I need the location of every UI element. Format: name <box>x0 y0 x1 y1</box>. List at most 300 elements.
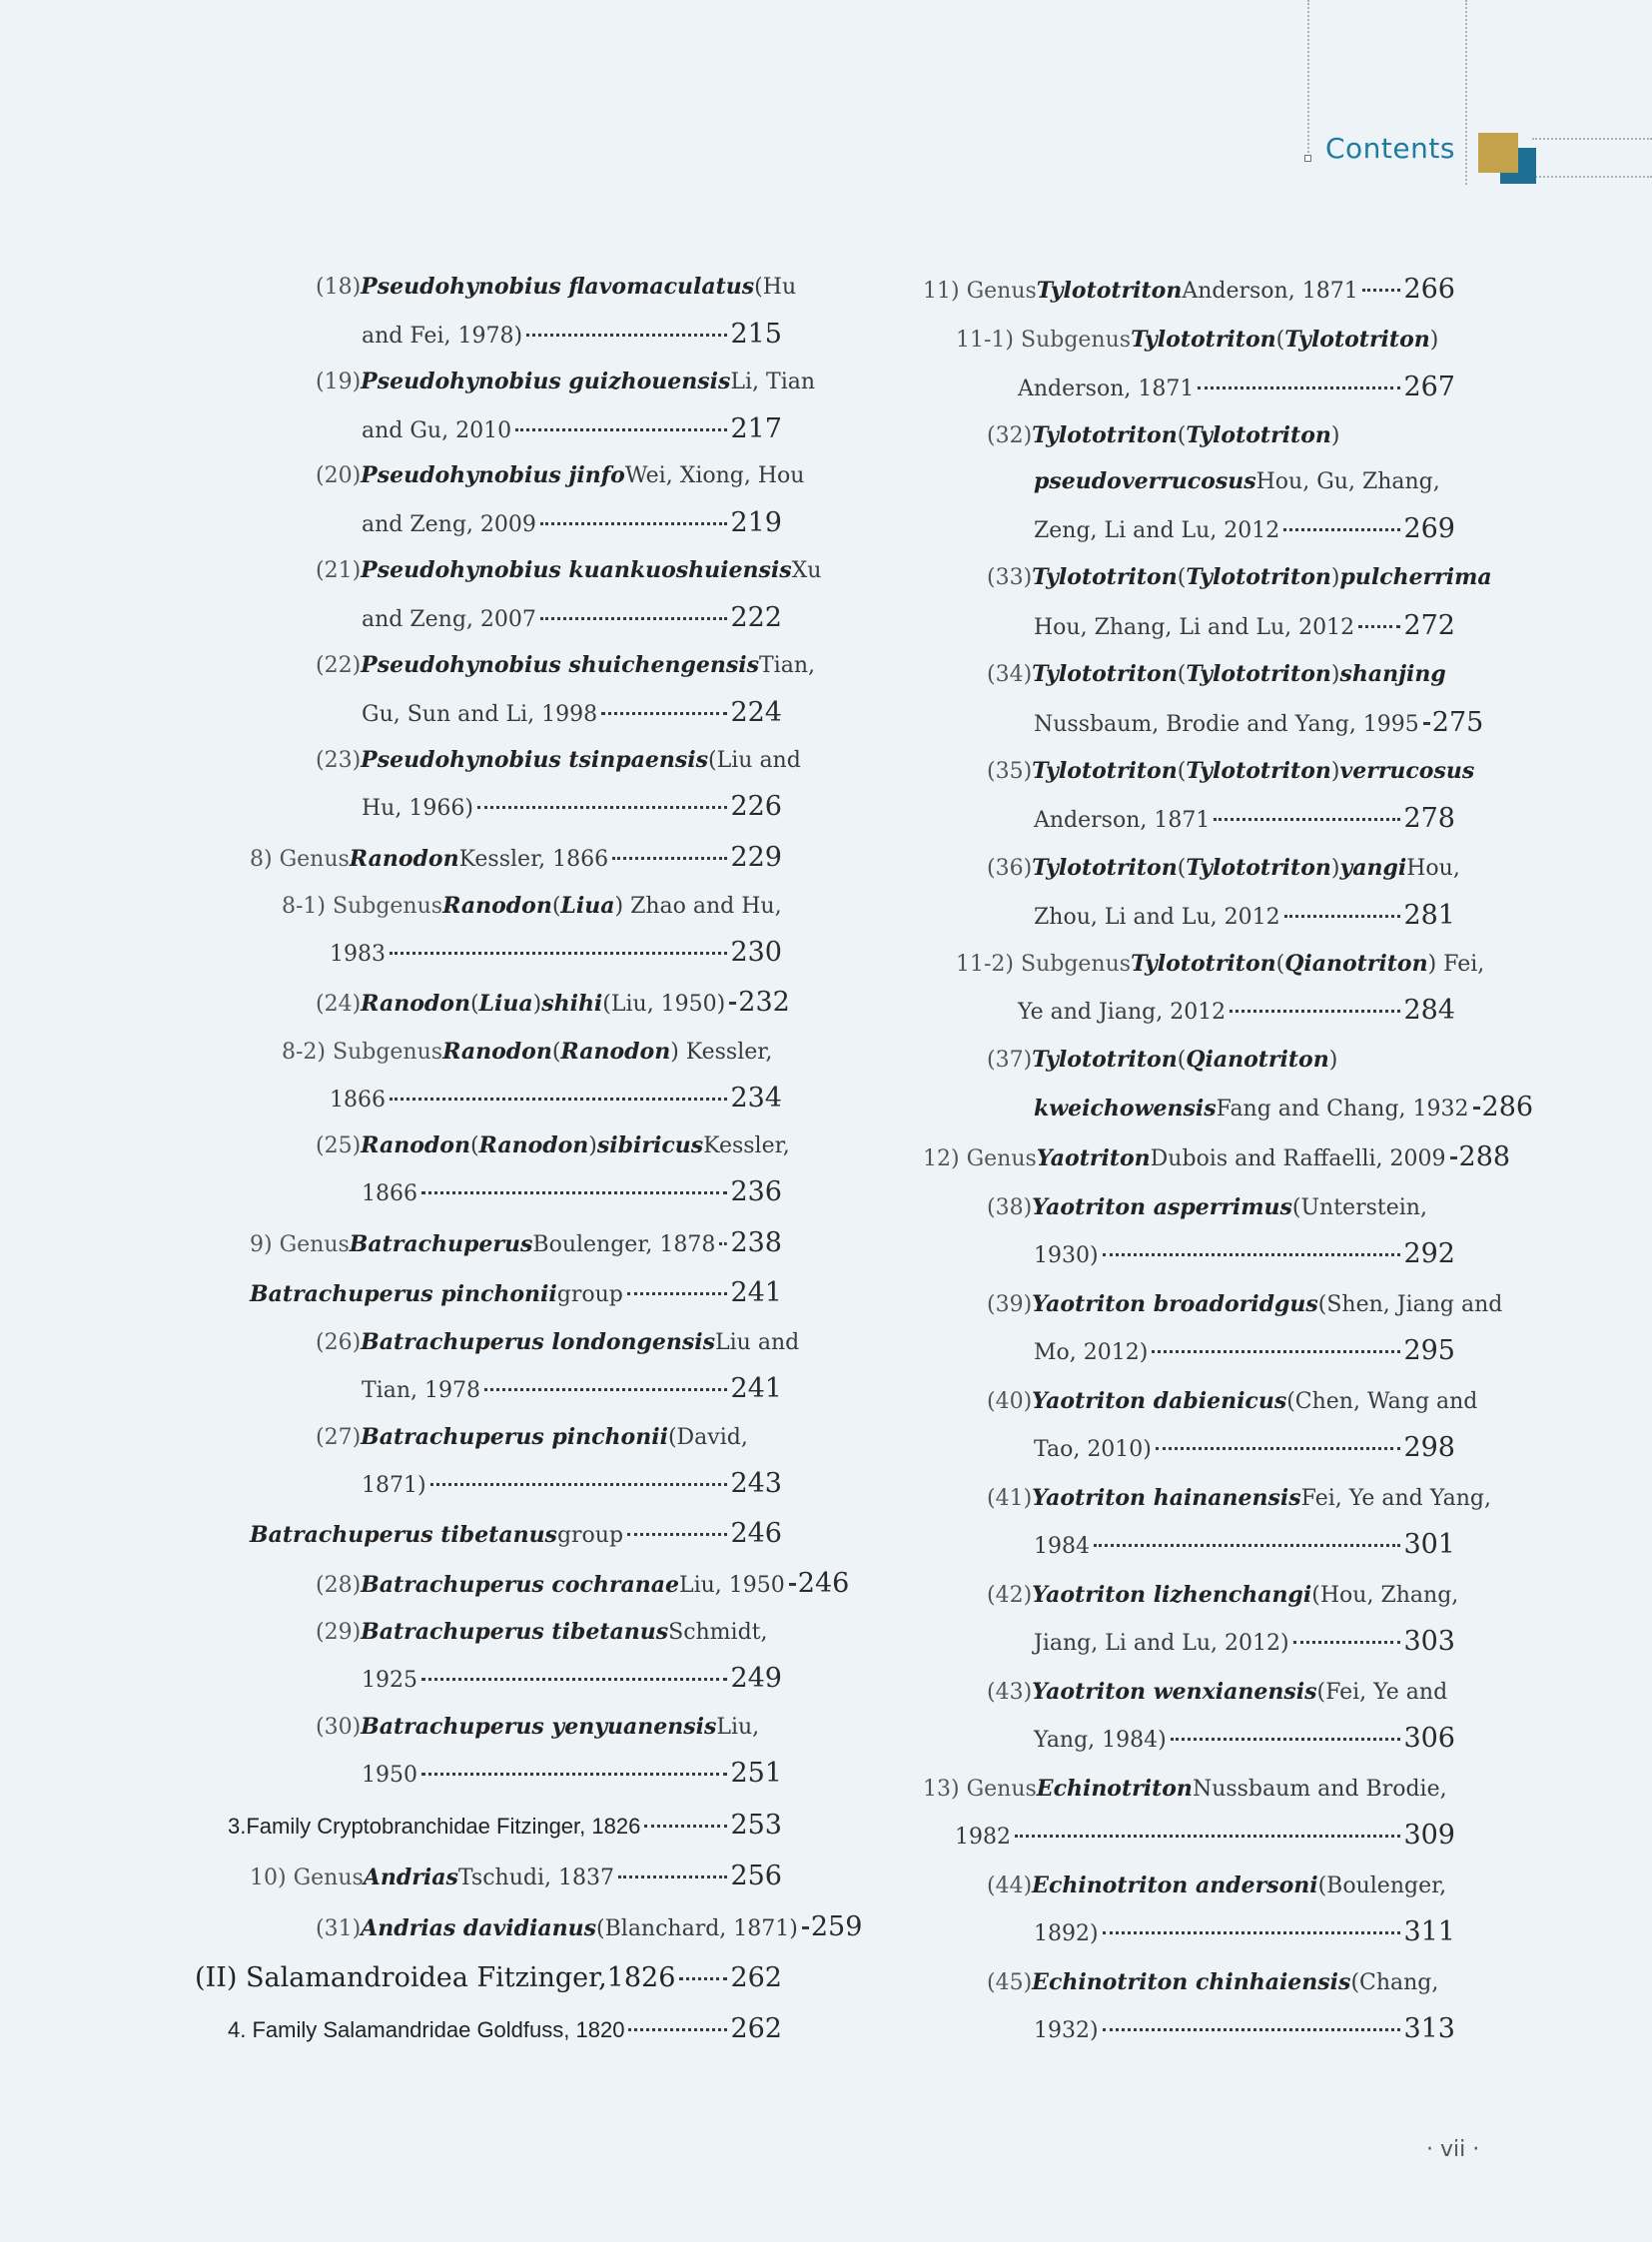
entry-text: ( <box>1177 856 1187 881</box>
page-number: 288 <box>1458 1141 1511 1172</box>
header-dot-marker <box>1304 155 1311 162</box>
toc-entry-line[interactable] <box>1034 505 1455 554</box>
entry-text: (David, <box>667 1425 748 1450</box>
toc-entry[interactable] <box>316 1609 782 1656</box>
entry-text: Anderson, 1871 <box>1018 376 1195 401</box>
entry-number: (24) <box>316 992 362 1017</box>
entry-number: 8) Genus <box>250 847 350 872</box>
dot-leader <box>515 428 727 431</box>
entry-group: Batrachuperus tibetanus <box>250 1522 557 1548</box>
entry-text: and Gu, 2010 <box>362 418 512 443</box>
toc-entry[interactable] <box>316 264 797 311</box>
entry-species: Yaotriton broadoridgus <box>1032 1291 1318 1317</box>
entry-text: 1982 <box>955 1825 1011 1850</box>
entry-species: pulcherrima <box>1339 564 1492 590</box>
entry-text: Nussbaum, Brodie and Yang, 1995 <box>1034 712 1419 737</box>
entry-species: Batrachuperus pinchonii <box>361 1424 668 1450</box>
page-number: 241 <box>730 1373 782 1404</box>
entry-text: Tao, 2010) <box>1034 1437 1152 1462</box>
toc-entry[interactable] <box>316 547 822 594</box>
entry-number: (34) <box>987 662 1033 687</box>
page-number: 215 <box>730 319 782 350</box>
dot-leader <box>612 857 727 860</box>
entry-number: 12) Genus <box>923 1146 1037 1171</box>
toc-entry-line[interactable] <box>362 1460 782 1509</box>
entry-text: ( <box>1177 423 1187 448</box>
entry-species: Batrachuperus londongensis <box>361 1329 716 1355</box>
toc-entry[interactable] <box>316 642 815 689</box>
entry-text: ) <box>588 1133 597 1158</box>
toc-entry[interactable] <box>923 1766 1455 1813</box>
dot-leader <box>1171 1738 1401 1741</box>
toc-entry-line[interactable] <box>1034 1521 1455 1570</box>
entry-number: (43) <box>987 1680 1033 1705</box>
entry-text: ) <box>1429 328 1439 353</box>
dot-leader <box>802 1926 808 1929</box>
toc-entry[interactable] <box>316 452 805 499</box>
dot-leader <box>1473 1107 1479 1110</box>
entry-species: shanjing <box>1339 661 1446 687</box>
page-number: 241 <box>730 1277 782 1308</box>
entry-subgenus: Ranodon <box>478 1132 589 1158</box>
entry-genus: Tylototriton <box>1032 1047 1178 1073</box>
page-number: 243 <box>730 1468 782 1499</box>
toc-entry-line[interactable] <box>1034 1424 1455 1473</box>
toc-entry[interactable] <box>987 1037 1455 1084</box>
entry-text: ) <box>1330 759 1340 784</box>
toc-entry[interactable] <box>987 412 1455 459</box>
toc-entry-line[interactable] <box>362 594 782 643</box>
entry-number: 8-1) Subgenus <box>282 894 443 919</box>
entry-text: (Chen, Wang and <box>1286 1389 1478 1414</box>
page-number: 266 <box>1403 274 1455 305</box>
entry-text: Ye and Jiang, 2012 <box>1018 1000 1227 1025</box>
toc-entry-line[interactable] <box>362 689 782 738</box>
toc-entry-line[interactable] <box>1034 1327 1455 1376</box>
toc-entry-line[interactable] <box>955 1812 1455 1861</box>
entry-text: Wei, Xiong, Hou <box>624 463 805 488</box>
entry-text: Zeng, Li and Lu, 2012 <box>1034 518 1280 543</box>
toc-entry-line[interactable] <box>1018 987 1455 1036</box>
entry-genus: Ranodon <box>361 991 470 1017</box>
entry-number: (22) <box>316 653 362 678</box>
dot-leader <box>421 1191 727 1194</box>
toc-entry[interactable] <box>923 266 1455 315</box>
entry-text: ( <box>469 1133 479 1158</box>
toc-entry[interactable] <box>923 1133 1511 1182</box>
entry-subgenus: Qianotriton <box>1186 1047 1329 1073</box>
entry-text: ( <box>551 1040 561 1065</box>
entry-text: Hou, <box>1406 856 1460 881</box>
toc-entry-line[interactable] <box>1034 1715 1455 1764</box>
page-title: Contents <box>1325 132 1455 165</box>
entry-species: Yaotriton hainanensis <box>1032 1485 1301 1511</box>
toc-entry[interactable] <box>956 941 1485 988</box>
entry-genus: Tylototriton <box>1032 564 1178 590</box>
entry-text: and Zeng, 2007 <box>362 607 536 632</box>
page-number: 262 <box>730 1962 782 1993</box>
entry-text: (Boulenger, <box>1317 1873 1447 1898</box>
entry-species: Pseudohynobius shuichengensis <box>361 652 759 678</box>
entry-text: Dubois and Raffaelli, 2009 <box>1150 1146 1446 1171</box>
toc-entry-line[interactable] <box>1034 1084 1534 1132</box>
toc-entry-line[interactable] <box>330 929 782 978</box>
entry-text: ( <box>1177 662 1187 687</box>
toc-entry[interactable] <box>987 1669 1455 1716</box>
toc-entry[interactable] <box>987 748 1475 795</box>
entry-number: (37) <box>987 1048 1033 1073</box>
dot-leader <box>1450 1156 1456 1159</box>
entry-text: ( <box>1177 565 1187 590</box>
toc-entry[interactable] <box>987 1863 1455 1909</box>
toc-entry-line[interactable] <box>362 1750 782 1799</box>
page-number: 262 <box>730 2013 782 2044</box>
page-number: 251 <box>730 1758 782 1789</box>
page-number: 246 <box>797 1568 850 1599</box>
entry-species: Batrachuperus cochranae <box>361 1572 679 1598</box>
toc-entry[interactable] <box>282 883 782 930</box>
entry-number: (23) <box>316 748 362 773</box>
page-number: 281 <box>1403 900 1455 931</box>
entry-genus: Yaotriton <box>1036 1145 1151 1171</box>
toc-entry[interactable] <box>316 979 790 1028</box>
page-number: 222 <box>730 602 782 633</box>
entry-number: (30) <box>316 1715 362 1740</box>
entry-subgenus: Tylototriton <box>1284 327 1430 353</box>
entry-text: Mo, 2012) <box>1034 1340 1149 1365</box>
toc-entry[interactable] <box>987 651 1455 698</box>
page-number: 292 <box>1403 1238 1455 1269</box>
entry-text: Hou, Zhang, Li and Lu, 2012 <box>1034 615 1355 640</box>
entry-number: (35) <box>987 759 1033 784</box>
entry-number: 10) Genus <box>250 1866 364 1890</box>
header-rule-horizontal <box>1532 176 1652 178</box>
entry-number: (38) <box>987 1195 1033 1220</box>
entry-number: (45) <box>987 1970 1033 1995</box>
entry-text: 1871) <box>362 1473 426 1498</box>
dot-leader <box>1103 1931 1401 1934</box>
toc-entry[interactable] <box>316 1560 850 1609</box>
page-number: 253 <box>730 1810 782 1841</box>
dot-leader <box>679 1977 727 1980</box>
toc-entry[interactable] <box>250 1219 782 1268</box>
header-rule-vertical <box>1307 0 1309 160</box>
toc-entry-suborder[interactable] <box>195 1954 782 2001</box>
toc-entry-line[interactable] <box>362 783 782 832</box>
entry-text: ( <box>1177 1048 1187 1073</box>
dot-leader <box>789 1583 795 1586</box>
entry-text: 1984 <box>1034 1534 1090 1559</box>
dot-leader <box>540 522 728 525</box>
entry-text: (Shen, Jiang and <box>1317 1292 1503 1317</box>
entry-text: Jiang, Li and Lu, 2012) <box>1034 1631 1289 1656</box>
page-number: 306 <box>1403 1723 1455 1754</box>
entry-text: ) <box>1330 856 1340 881</box>
entry-genus: Tylototriton <box>1032 661 1178 687</box>
dot-leader <box>644 1825 727 1828</box>
entry-number: 9) Genus <box>250 1232 350 1257</box>
entry-text: Fei, Ye and Yang, <box>1300 1486 1491 1511</box>
toc-entry[interactable] <box>250 834 782 883</box>
entry-text: Liu, <box>716 1715 760 1740</box>
toc-entry-line[interactable] <box>1034 699 1484 748</box>
toc-entry-line[interactable] <box>1034 602 1455 651</box>
dot-leader <box>1362 289 1401 292</box>
entry-group: Batrachuperus pinchonii <box>250 1281 557 1307</box>
entry-genus: Ranodon <box>442 893 552 919</box>
dot-leader <box>1103 2028 1401 2031</box>
entry-family-title: 3.Family Cryptobranchidae Fitzinger, 1826 <box>228 1814 641 1839</box>
page-number: 269 <box>1403 513 1455 544</box>
toc-entry[interactable] <box>987 845 1460 892</box>
toc-entry-line[interactable] <box>362 311 782 360</box>
entry-text: (Blanchard, 1871) <box>596 1916 798 1941</box>
toc-entry-family[interactable] <box>228 1802 782 1850</box>
page-number: 217 <box>730 413 782 444</box>
entry-text: Kessler, 1866 <box>458 847 609 872</box>
toc-entry[interactable] <box>987 1281 1503 1328</box>
page-number: 234 <box>730 1083 782 1114</box>
entry-species: Yaotriton dabienicus <box>1032 1388 1287 1414</box>
page-number: 278 <box>1403 803 1455 834</box>
entry-subgenus: Qianotriton <box>1284 951 1428 977</box>
entry-species: Echinotriton chinhaiensis <box>1032 1969 1351 1995</box>
entry-text: Anderson, 1871 <box>1182 279 1358 304</box>
toc-entry-line[interactable] <box>1018 364 1455 412</box>
entry-species: Yaotriton lizhenchangi <box>1032 1582 1312 1608</box>
entry-number: (19) <box>316 370 362 394</box>
entry-text: (Liu and <box>708 748 801 773</box>
entry-text: ) <box>1330 423 1340 448</box>
dot-leader <box>627 1292 728 1295</box>
toc-entry-family[interactable] <box>228 2005 782 2053</box>
entry-species: Yaotriton asperrimus <box>1032 1194 1292 1220</box>
toc-entry-line[interactable] <box>1034 458 1455 505</box>
page-number: 238 <box>730 1227 782 1258</box>
page-number: 226 <box>730 791 782 822</box>
toc-entry-line[interactable] <box>1034 795 1455 844</box>
toc-entry[interactable] <box>250 1269 782 1318</box>
dot-leader <box>1094 1544 1400 1547</box>
entry-genus: Andrias <box>363 1865 458 1890</box>
page-number: 275 <box>1431 707 1484 738</box>
toc-entry-line[interactable] <box>362 1365 782 1414</box>
entry-species: Batrachuperus tibetanus <box>361 1619 669 1645</box>
entry-number: 8-2) Subgenus <box>282 1040 443 1065</box>
dot-leader <box>618 1875 727 1878</box>
entry-text: ) Kessler, <box>670 1040 773 1065</box>
dot-leader <box>1358 625 1400 628</box>
entry-text: ) Fei, <box>1427 952 1485 977</box>
toc-entry[interactable] <box>956 317 1455 364</box>
page-number: 232 <box>738 987 790 1018</box>
page-number: 229 <box>730 842 782 873</box>
entry-species: Pseudohynobius guizhouensis <box>361 369 731 394</box>
entry-text: ( <box>1177 759 1187 784</box>
entry-number: (25) <box>316 1133 362 1158</box>
entry-text: 1983 <box>330 942 386 967</box>
entry-genus: Ranodon <box>361 1132 470 1158</box>
dot-leader <box>1284 915 1401 918</box>
dot-leader <box>628 2028 727 2031</box>
entry-suborder-title: (II) Salamandroidea Fitzinger,1826 <box>195 1962 676 1993</box>
toc-entry-line[interactable] <box>330 1075 782 1123</box>
dot-leader <box>1198 386 1400 389</box>
page-number: 219 <box>730 507 782 538</box>
entry-number: (28) <box>316 1573 362 1598</box>
toc-entry[interactable] <box>250 1510 782 1559</box>
entry-subgenus: Tylototriton <box>1186 855 1331 881</box>
page-number: 272 <box>1403 610 1455 641</box>
entry-number: (20) <box>316 463 362 488</box>
toc-entry-line[interactable] <box>362 1655 782 1704</box>
entry-genus: Echinotriton <box>1036 1776 1193 1802</box>
toc-entry-line[interactable] <box>362 499 782 548</box>
page-number: 286 <box>1481 1092 1534 1122</box>
entry-text: 1930) <box>1034 1243 1099 1268</box>
entry-text: Anderson, 1871 <box>1034 808 1211 833</box>
entry-species: yangi <box>1339 855 1407 881</box>
page-number: 249 <box>730 1663 782 1694</box>
page-number: 309 <box>1403 1820 1455 1851</box>
page-number: 295 <box>1403 1335 1455 1366</box>
entry-number: (42) <box>987 1583 1033 1608</box>
entry-species: Andrias davidianus <box>361 1915 597 1941</box>
entry-text: 1866 <box>362 1181 417 1206</box>
entry-text: ) <box>1330 565 1340 590</box>
page-number: 246 <box>730 1518 782 1549</box>
entry-subgenus: Tylototriton <box>1186 661 1331 687</box>
entry-genus: Tylototriton <box>1131 951 1276 977</box>
toc-entry-line[interactable] <box>1034 2005 1455 2054</box>
toc-entry-line[interactable] <box>362 405 782 454</box>
entry-text: Tian, 1978 <box>362 1378 480 1403</box>
entry-subgenus: Tylototriton <box>1186 758 1331 784</box>
entry-text: Kessler, <box>703 1133 790 1158</box>
entry-number: (31) <box>316 1916 362 1941</box>
entry-text: (Liu, 1950) <box>602 992 726 1017</box>
entry-species: kweichowensis <box>1034 1096 1217 1121</box>
entry-genus: Tylototriton <box>1036 278 1183 304</box>
entry-text: Liu, 1950 <box>678 1573 785 1598</box>
dot-leader <box>719 1242 727 1245</box>
entry-species: pseudoverrucosus <box>1034 468 1256 494</box>
toc-entry[interactable] <box>987 1184 1455 1231</box>
entry-family-title: 4. Family Salamandridae Goldfuss, 1820 <box>228 2017 625 2042</box>
toc-entry[interactable] <box>987 1572 1459 1619</box>
entry-number: (21) <box>316 558 362 583</box>
page-number: 224 <box>730 697 782 728</box>
entry-text: Gu, Sun and Li, 1998 <box>362 702 598 727</box>
dot-leader <box>601 712 727 715</box>
entry-species: Batrachuperus yenyuanensis <box>361 1714 717 1740</box>
toc-entry[interactable] <box>316 1704 782 1751</box>
page-number: 313 <box>1403 2013 1455 2044</box>
entry-text: Schmidt, <box>668 1620 768 1645</box>
entry-species: sibiricus <box>596 1132 704 1158</box>
toc-entry[interactable] <box>282 1029 782 1076</box>
toc-entry-line[interactable] <box>1034 1618 1455 1667</box>
entry-text: Hou, Gu, Zhang, <box>1255 469 1440 494</box>
entry-number: (33) <box>987 565 1033 590</box>
entry-text: Yang, 1984) <box>1034 1728 1167 1753</box>
entry-species: Pseudohynobius flavomaculatus <box>361 274 755 300</box>
toc-entry[interactable] <box>316 1903 863 1952</box>
entry-text: Xu <box>791 558 822 583</box>
toc-entry[interactable] <box>316 1414 782 1461</box>
decor-square-gold <box>1478 133 1518 173</box>
entry-text: Liu and <box>715 1330 800 1355</box>
dot-leader <box>390 952 727 955</box>
toc-entry[interactable] <box>316 359 816 405</box>
toc-entry[interactable] <box>987 554 1492 601</box>
entry-species: Pseudohynobius jinfo <box>361 462 625 488</box>
page-number: 259 <box>810 1911 863 1942</box>
toc-entry[interactable] <box>987 1475 1491 1522</box>
toc-entry-line[interactable] <box>1034 1230 1455 1279</box>
dot-leader <box>1152 1350 1400 1353</box>
toc-entry[interactable] <box>316 1319 800 1366</box>
dot-leader <box>1156 1447 1401 1450</box>
entry-number: (39) <box>987 1292 1033 1317</box>
page-number: 236 <box>730 1176 782 1207</box>
entry-text: Zhou, Li and Lu, 2012 <box>1034 905 1280 930</box>
toc-entry[interactable] <box>316 1122 790 1169</box>
dot-leader <box>540 617 728 620</box>
page-number: 298 <box>1403 1432 1455 1463</box>
entry-text: and Zeng, 2009 <box>362 512 536 537</box>
entry-text: Nussbaum and Brodie, <box>1192 1777 1447 1802</box>
page-number: 311 <box>1403 1916 1455 1947</box>
toc-entry-line[interactable] <box>1034 1908 1455 1957</box>
toc-entry[interactable] <box>987 1959 1455 2006</box>
entry-text: ( <box>1275 952 1285 977</box>
toc-entry-line[interactable] <box>1034 892 1455 941</box>
dot-leader <box>484 1388 727 1391</box>
entry-genus: Tylototriton <box>1131 327 1276 353</box>
dot-leader <box>1015 1835 1400 1838</box>
entry-text: Tschudi, 1837 <box>457 1866 614 1890</box>
entry-genus: Ranodon <box>442 1039 552 1065</box>
entry-text: and Fei, 1978) <box>362 324 523 349</box>
entry-text: Li, Tian <box>730 370 816 394</box>
entry-text: group <box>556 1282 623 1307</box>
entry-species: Pseudohynobius tsinpaensis <box>361 747 709 773</box>
page-number: 284 <box>1403 995 1455 1026</box>
entry-genus: Tylototriton <box>1032 758 1178 784</box>
entry-species: shihi <box>541 991 603 1017</box>
toc-entry[interactable] <box>250 1853 782 1901</box>
entry-number: 13) Genus <box>923 1777 1037 1802</box>
entry-number: 11) Genus <box>923 279 1037 304</box>
entry-text: ) <box>532 992 542 1017</box>
entry-text: group <box>556 1523 624 1548</box>
entry-text: 1932) <box>1034 2018 1099 2043</box>
entry-text: (Fei, Ye and <box>1316 1680 1448 1705</box>
toc-entry[interactable] <box>987 1378 1478 1425</box>
entry-text: Boulenger, 1878 <box>532 1232 716 1257</box>
page-number: 303 <box>1403 1626 1455 1657</box>
entry-number: (44) <box>987 1873 1033 1898</box>
page-number: 230 <box>730 937 782 968</box>
toc-entry-line[interactable] <box>362 1168 782 1217</box>
entry-genus: Batrachuperus <box>349 1231 533 1257</box>
dot-leader <box>1293 1641 1401 1644</box>
entry-species: Yaotriton wenxianensis <box>1032 1679 1317 1705</box>
toc-entry[interactable] <box>316 737 801 784</box>
entry-number: (32) <box>987 423 1033 448</box>
entry-text: (Chang, <box>1350 1970 1439 1995</box>
